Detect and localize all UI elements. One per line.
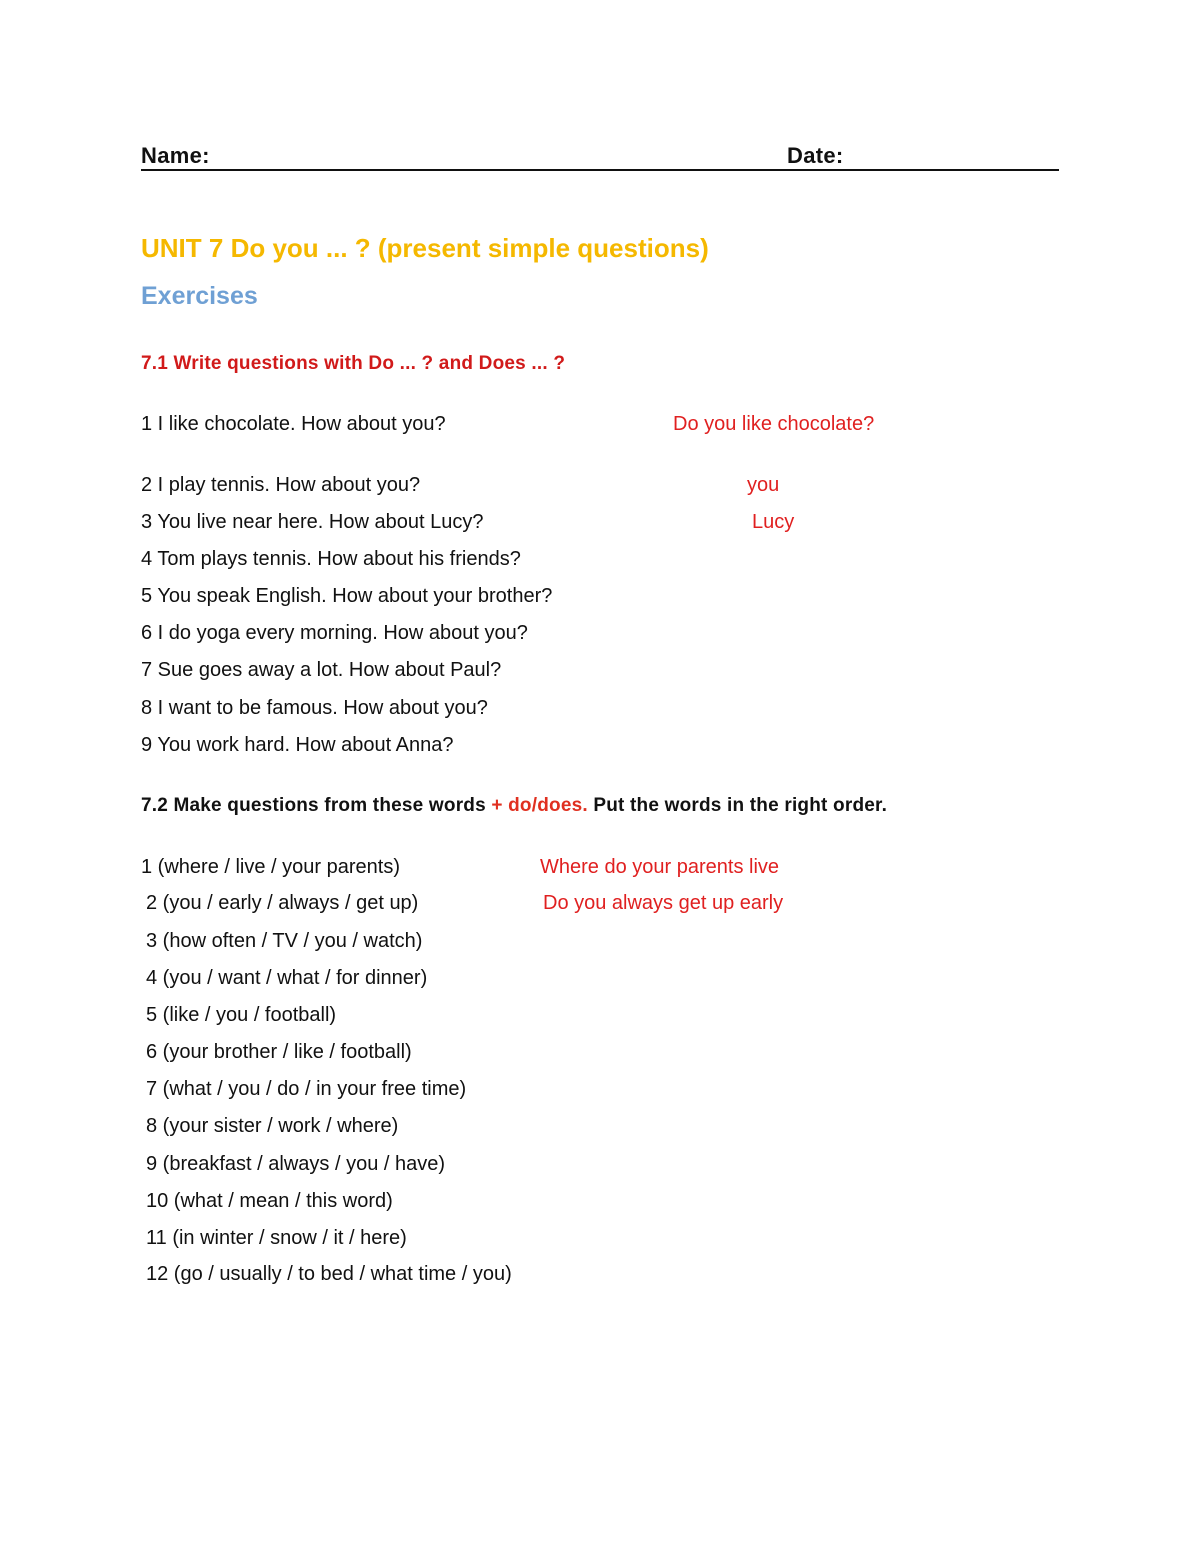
exercise-1-answer: Lucy xyxy=(752,511,795,533)
exercise-2-heading xyxy=(141,795,887,817)
exercise-2-item: 1 (where / live / your parents) xyxy=(141,856,400,878)
exercise-2-item: 9 (breakfast / always / you / have) xyxy=(146,1153,446,1175)
exercise-2-item: 11 (in winter / snow / it / here) xyxy=(146,1227,407,1249)
exercise-2-item: 2 (you / early / always / get up) xyxy=(146,892,419,914)
exercise-2-item: 5 (like / you / football) xyxy=(146,1004,337,1026)
exercise-1-heading: 7.1 Write questions with Do ... ? and Does ... ? xyxy=(141,353,566,374)
exercise-2-item: 12 (go / usually / to bed / what time / you) xyxy=(146,1263,512,1285)
exercise-1-item: 5 You speak English. How about your brother? xyxy=(141,585,553,607)
exercise-2-heading-part1: 7.2 Make questions from these words xyxy=(141,795,486,816)
name-label: Name: xyxy=(141,143,210,168)
exercise-2-answer: Do you always get up early xyxy=(543,892,784,914)
exercise-1-item: 7 Sue goes away a lot. How about Paul? xyxy=(141,659,502,681)
exercise-2-item: 6 (your brother / like / football) xyxy=(146,1041,412,1063)
exercise-2-item: 3 (how often / TV / you / watch) xyxy=(146,930,423,952)
unit-title: UNIT 7 Do you ... ? (present simple questions) xyxy=(141,233,709,263)
exercise-1-item: 4 Tom plays tennis. How about his friends? xyxy=(141,548,521,570)
exercise-2-item: 10 (what / mean / this word) xyxy=(146,1190,393,1212)
exercise-1-item: 2 I play tennis. How about you? xyxy=(141,474,421,496)
exercises-subtitle: Exercises xyxy=(141,282,258,310)
exercise-2-item: 7 (what / you / do / in your free time) xyxy=(146,1078,467,1100)
header-underline xyxy=(141,169,1059,171)
exercise-1-answer: you xyxy=(747,474,780,496)
exercise-2-answer: Where do your parents live xyxy=(540,856,780,878)
exercise-2-item: 4 (you / want / what / for dinner) xyxy=(146,967,428,989)
exercise-1-item: 9 You work hard. How about Anna? xyxy=(141,734,454,756)
exercise-1-item: 1 I like chocolate. How about you? xyxy=(141,413,446,435)
exercise-2-heading-highlight: + do/does. xyxy=(485,795,588,816)
exercise-1-answer: Do you like chocolate? xyxy=(673,413,875,435)
exercise-1-item: 8 I want to be famous. How about you? xyxy=(141,697,488,719)
exercise-2-heading-part2: Put the words in the right order. xyxy=(587,795,888,816)
date-label: Date: xyxy=(787,143,844,168)
exercise-1-item: 3 You live near here. How about Lucy? xyxy=(141,511,484,533)
exercise-1-item: 6 I do yoga every morning. How about you? xyxy=(141,622,528,644)
exercise-2-item: 8 (your sister / work / where) xyxy=(146,1115,399,1137)
